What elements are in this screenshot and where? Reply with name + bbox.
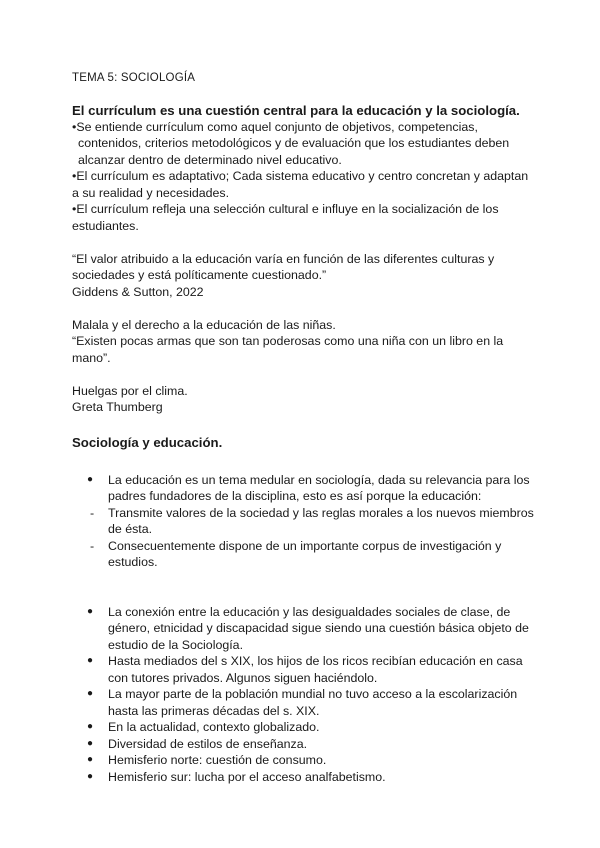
- list-item-text: Hasta mediados del s XIX, los hijos de los ricos recibían educación en casa: [108, 654, 523, 668]
- text-line: contenidos, criterios metodológicos y de evaluación que los estudiantes deben: [78, 136, 510, 150]
- dash-icon: -: [90, 505, 95, 520]
- climate-name: Greta Thumberg: [72, 400, 163, 414]
- list-item-text: con tutores privados. Algunos siguen haciéndolo.: [108, 670, 378, 685]
- list-item-text: Diversidad de estilos de enseñanza.: [108, 736, 308, 751]
- list-item-text: La mayor parte de la población mundial no tuvo acceso a la escolarización: [108, 687, 518, 701]
- list-item-text: estudios.: [108, 555, 158, 569]
- list-item: [72, 736, 540, 753]
- list-item-text: género, etnicidad y discapacidad sigue siendo una cuestión básica objeto de: [108, 621, 529, 635]
- quote-source: Giddens & Sutton, 2022: [72, 284, 204, 299]
- bullet-icon: ●: [87, 737, 94, 749]
- quote-line: “El valor atribuido a la educación varía en función de las diferentes culturas y: [72, 251, 495, 266]
- quote-giddens: [72, 251, 540, 301]
- section2-heading: Sociología y educación.: [72, 434, 223, 450]
- dash-icon: -: [90, 538, 95, 553]
- quote-line: sociedades y está políticamente cuestionado.”: [72, 268, 327, 282]
- list-item: [72, 769, 540, 786]
- bullet-icon: ●: [87, 688, 94, 699]
- curriculum-point-3: [72, 201, 540, 234]
- quote-line: mano”.: [72, 350, 111, 365]
- list-item-text: padres fundadores de la disciplina, esto es así porque la educación:: [108, 489, 482, 503]
- climate-title: Huelgas por el clima.: [72, 383, 188, 398]
- topic-title: TEMA 5: SOCIOLOGÍA: [72, 72, 196, 84]
- list-item-text: Hemisferio norte: cuestión de consumo.: [108, 753, 327, 767]
- list-item-text: estudio de la Sociología.: [108, 637, 244, 652]
- bullet-icon: ●: [87, 473, 94, 485]
- bullet-icon: ●: [87, 754, 94, 765]
- list-item: [72, 538, 540, 571]
- curriculum-point-1: [72, 119, 540, 169]
- malala-block: [72, 317, 540, 367]
- list-item-text: La educación es un tema medular en sociología, dada su relevancia para los: [108, 472, 530, 487]
- list-item: [72, 686, 540, 719]
- list-item: [72, 752, 540, 769]
- list-item: [72, 472, 540, 505]
- list-item: [72, 604, 540, 654]
- bullet-icon: ●: [87, 605, 94, 617]
- climate-block: [72, 383, 540, 416]
- text-line: a su realidad y necesidades.: [72, 185, 230, 200]
- list-item-text: La conexión entre la educación y las desigualdades sociales de clase, de: [108, 604, 511, 619]
- text-line: •Se entiende currículum como aquel conjunto de objetivos, competencias,: [72, 119, 478, 134]
- text-line: estudiantes.: [72, 218, 139, 233]
- bullet-list-1: [72, 472, 540, 571]
- list-item: [72, 719, 540, 736]
- list-item-text: Hemisferio sur: lucha por el acceso analfabetismo.: [108, 769, 386, 784]
- text-line: alcanzar dentro de determinado nivel educativo.: [78, 152, 342, 167]
- malala-title: Malala y el derecho a la educación de las niñas.: [72, 317, 336, 332]
- list-item-text: hasta las primeras décadas del s. XIX.: [108, 703, 320, 718]
- text-line: •El currículum es adaptativo; Cada sistema educativo y centro concretan y adaptan: [72, 169, 529, 183]
- curriculum-point-2: [72, 168, 540, 201]
- bullet-list-2: [72, 604, 540, 786]
- quote-line: “Existen pocas armas que son tan poderosas como una niña con un libro en la: [72, 334, 504, 348]
- section1-heading: El currículum es una cuestión central para la educación y la sociología.: [72, 102, 520, 118]
- bullet-icon: ●: [87, 655, 94, 666]
- bullet-icon: ●: [87, 721, 94, 732]
- list-item: [72, 653, 540, 686]
- bullet-icon: ●: [87, 770, 94, 782]
- list-item-text: En la actualidad, contexto globalizado.: [108, 720, 320, 734]
- text-line: •El currículum refleja una selección cultural e influye en la socialización de los: [72, 202, 499, 216]
- list-item-text: Transmite valores de la sociedad y las reglas morales a los nuevos miembros: [108, 505, 534, 520]
- list-item-text: Consecuentemente dispone de un importante corpus de investigación y: [108, 538, 502, 553]
- list-item-text: de ésta.: [108, 522, 153, 536]
- list-item: [72, 505, 540, 538]
